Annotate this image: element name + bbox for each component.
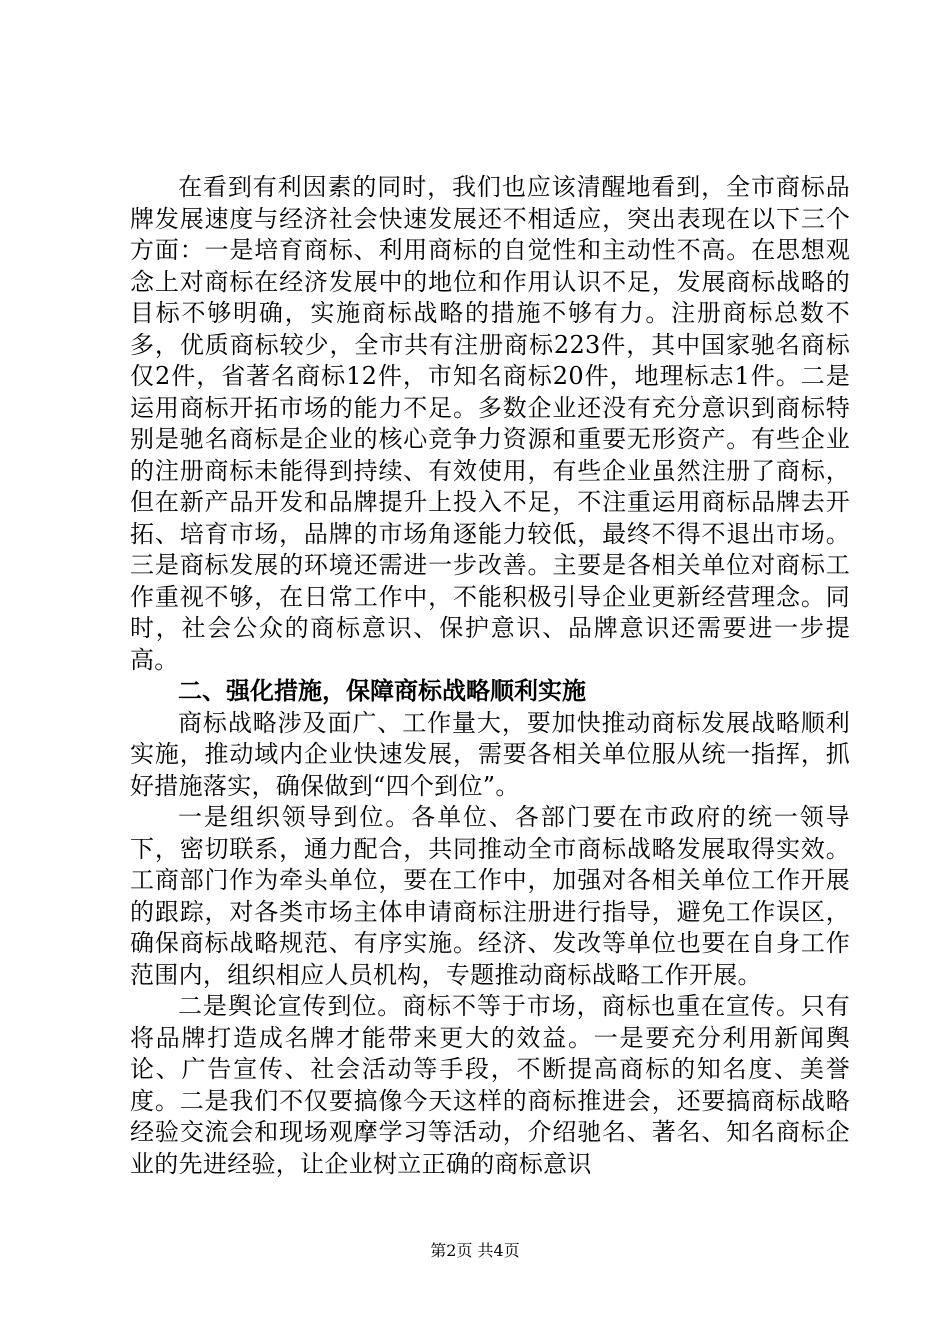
page-footer: 第2页 共4页: [430, 1241, 520, 1260]
paragraph-trademark-issues: 在看到有利因素的同时，我们也应该清醒地看到，全市商标品牌发展速度与经济社会快速发展还不相适应，突出表现在以下三个方面：一是培育商标、利用商标的自觉性和主动性不高。在思想观念上对商标在经济发展中的地位和作用认识不足，发展商标战略的目标不够明确，实施商标战略的措施不够有力。注册商标总数不多，优质商标较少，全市共有注册商标223件，其中国家驰名商标仅2件，省著名商标12件，市知名商标20件，地理标志1件。二是运用商标开拓市场的能力不足。多数企业还没有充分意识到商标特别是驰名商标是企业的核心竞争力资源和重要无形资产。有些企业的注册商标未能得到持续、有效使用，有些企业虽然注册了商标，但在新产品开发和品牌提升上投入不足，不注重运用商标品牌去开拓、培育市场，品牌的市场角逐能力较低，最终不得不退出市场。三是商标发展的环境还需进一步改善。主要是各相关单位对商标工作重视不够，在日常工作中，不能积极引导企业更新经营理念。同时，社会公众的商标意识、保护意识、品牌意识还需要进一步提高。: [130, 173, 850, 674]
section-heading: 二、强化措施，保障商标战略顺利实施: [178, 677, 586, 705]
paragraph-section-intro: 商标战略涉及面广、工作量大，要加快推动商标发展战略顺利实施，推动域内企业快速发展，需要各相关单位服从统一指挥，抓好措施落实，确保做到“四个到位”。: [130, 708, 850, 800]
paragraph-organization-leadership: 一是组织领导到位。各单位、各部门要在市政府的统一领导下，密切联系，通力配合，共同推动全市商标战略发展取得实效。工商部门作为牵头单位，要在工作中，加强对各相关单位工作开展的跟踪，对各类市场主体申请商标注册进行指导，避免工作误区，确保商标战略规范、有序实施。经济、发改等单位也要在自身工作范围内，组织相应人员机构，专题推动商标战略工作开展。: [130, 803, 850, 989]
paragraph-public-promotion: 二是舆论宣传到位。商标不等于市场，商标也重在宣传。只有将品牌打造成名牌才能带来更大的效益。一是要充分利用新闻舆论、广告宣传、社会活动等手段，不断提高商标的知名度、美誉度。二是我们不仅要搞像今天这样的商标推进会，还要搞商标战略经验交流会和现场观摩学习等活动，介绍驰名、著名、知名商标企业的先进经验，让企业树立正确的商标意识: [130, 992, 850, 1178]
document-body: [130, 172, 850, 1180]
